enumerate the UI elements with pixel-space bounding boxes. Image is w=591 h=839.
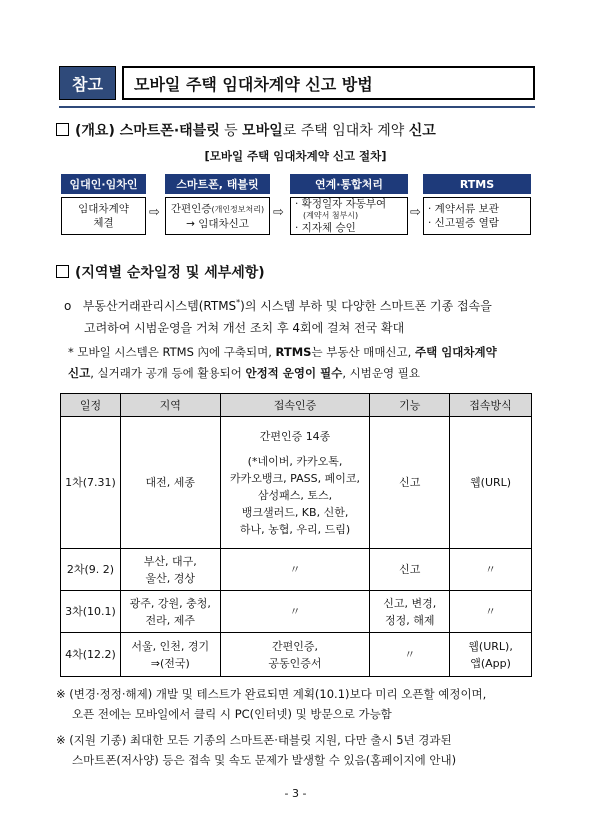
flow-head-4: RTMS [423, 174, 531, 194]
note-c: 는 부동산 매매신고, [311, 345, 415, 359]
flow-3-line-2: (계약서 첨부시) [303, 211, 359, 220]
flow-head-2: 스마트폰, 태블릿 [165, 174, 270, 194]
overview-part-2: 등 [219, 123, 243, 139]
cell-function: 〃 [370, 633, 450, 677]
overview-part-4: 로 주택 임대차 계약 [282, 123, 409, 139]
table-row [61, 633, 532, 677]
overview-part-3: 모바일 [242, 123, 283, 139]
col-header-auth: 접속인증 [220, 394, 370, 417]
col-header-schedule: 일정 [61, 394, 121, 417]
overview-part-1: 스마트폰·태블릿 [119, 123, 220, 139]
cell-region: 대전, 세종 [120, 417, 220, 549]
cell-region: 서울, 인천, 경기 ⇒(전국) [120, 633, 220, 677]
col-header-function: 기능 [370, 394, 450, 417]
cell-access: 웹(URL) [450, 417, 532, 549]
flow-1-line-2: 체결 [93, 217, 114, 229]
cell-auth: 〃 [220, 549, 370, 591]
cell-schedule: 4차(12.2) [61, 633, 121, 677]
footnote-devices [56, 730, 556, 770]
flow-arrow-2: ⇨ [273, 205, 284, 220]
table-header-row [61, 394, 532, 417]
flow-head-1: 임대인·임차인 [61, 174, 146, 194]
cell-access: 웹(URL), 앱(App) [450, 633, 532, 677]
note-e: 신고 [68, 366, 91, 380]
cell-function: 신고, 변경, 정정, 해제 [370, 591, 450, 633]
bullet-marker: o [64, 299, 72, 313]
cell-schedule: 2차(9. 2) [61, 549, 121, 591]
footnote-1-line-1: (변경·정정·해제) 개발 및 테스트가 완료되면 계획(10.1)보다 미리 오픈할 예정이며, [69, 687, 487, 701]
overview-label: (개요) [75, 123, 115, 139]
note-b: RTMS [275, 345, 312, 359]
cell-access: 〃 [450, 549, 532, 591]
flow-body-2 [165, 197, 270, 235]
table-row [61, 591, 532, 633]
bullet-line-1b: )의 시스템 부하 및 다양한 스마트폰 기종 접속을 [240, 299, 492, 313]
note-rtms [68, 342, 548, 384]
cell-auth: 〃 [220, 591, 370, 633]
note-star: * [68, 345, 74, 359]
bullet-line-2: 고려하여 시범운영을 거쳐 개선 조치 후 4회에 걸쳐 전국 확대 [84, 321, 405, 335]
process-title: [모바일 주택 임대차계약 신고 절차] [204, 149, 387, 163]
flow-body-3 [290, 197, 408, 235]
note-d: 주택 임대차계약 [414, 345, 497, 359]
footnote-change [56, 684, 556, 724]
note-g: 안정적 운영이 필수 [245, 366, 343, 380]
cell-access: 〃 [450, 591, 532, 633]
bullet-rtms [64, 292, 544, 339]
flow-body-1 [61, 197, 146, 235]
flow-4-line-1: · 계약서류 보관 [428, 203, 499, 215]
header-title: 모바일 주택 임대차계약 신고 방법 [122, 66, 535, 100]
section-overview [56, 120, 436, 140]
cell-schedule: 3차(10.1) [61, 591, 121, 633]
schedule-table [60, 393, 532, 677]
cell-schedule: 1차(7.31) [61, 417, 121, 549]
overview-part-5: 신고 [408, 123, 436, 139]
flow-3-line-1: · 확정일자 자동부여 [295, 198, 387, 210]
footnote-1-line-2: 오픈 전에는 모바일에서 클릭 시 PC(인터넷) 및 방문으로 가능함 [72, 707, 392, 721]
schedule-label: (지역별 순차일정 및 세부세항) [75, 265, 265, 281]
flow-2-line-1: 간편인증(개인정보처리) [170, 202, 265, 215]
table-row [61, 549, 532, 591]
cell-function: 신고 [370, 417, 450, 549]
flow-4-line-2: · 신고필증 열람 [428, 217, 499, 229]
footnote-mark: ※ [56, 733, 66, 747]
note-h: , 시범운영 필요 [342, 366, 420, 380]
note-a: 모바일 시스템은 RTMS 內에 구축되며, [77, 345, 276, 359]
flow-3-line-3: · 지자체 승인 [295, 222, 356, 234]
flow-1-line-1: 임대차계약 [78, 203, 129, 215]
page-number: - 3 - [284, 787, 307, 800]
cell-region: 광주, 강원, 충청, 전라, 제주 [120, 591, 220, 633]
flow-head-3: 연계·통합처리 [290, 174, 408, 194]
col-header-region: 지역 [120, 394, 220, 417]
flow-arrow-3: ⇨ [410, 205, 421, 220]
note-f: , 실거래가 공개 등에 활용되어 [90, 366, 246, 380]
table-row [61, 417, 532, 549]
bullet-sup: * [236, 298, 241, 307]
cell-function: 신고 [370, 549, 450, 591]
flow-body-4 [423, 197, 531, 235]
footnote-2-line-2: 스마트폰(저사양) 등은 접속 및 속도 문제가 발생할 수 있음(홈페이지에 안내) [72, 753, 457, 767]
header-underline [59, 106, 535, 108]
checkbox-square-icon [56, 265, 69, 278]
flow-2-line-2: → 임대차신고 [186, 217, 249, 230]
flow-arrow-1: ⇨ [149, 205, 160, 220]
section-schedule [56, 262, 265, 282]
col-header-access: 접속방식 [450, 394, 532, 417]
bullet-line-1a: 부동산거래관리시스템(RTMS [82, 299, 237, 313]
footnote-2-line-1: (지원 기종) 최대한 모든 기종의 스마트폰·태블릿 지원, 다만 출시 5년 경과된 [69, 733, 452, 747]
checkbox-square-icon [56, 123, 69, 136]
footnote-mark: ※ [56, 687, 66, 701]
cell-auth: 간편인증 14종 (*네이버, 카카오톡, 카카오뱅크, PASS, 페이코, 삼성패스, 토스, 뱅크샐러드, KB, 신한, 하나, 농협, 우리, 드림) [220, 417, 370, 549]
cell-region: 부산, 대구, 울산, 경상 [120, 549, 220, 591]
section-header [59, 66, 535, 100]
cell-auth: 간편인증, 공동인증서 [220, 633, 370, 677]
header-tag: 참고 [59, 66, 116, 100]
